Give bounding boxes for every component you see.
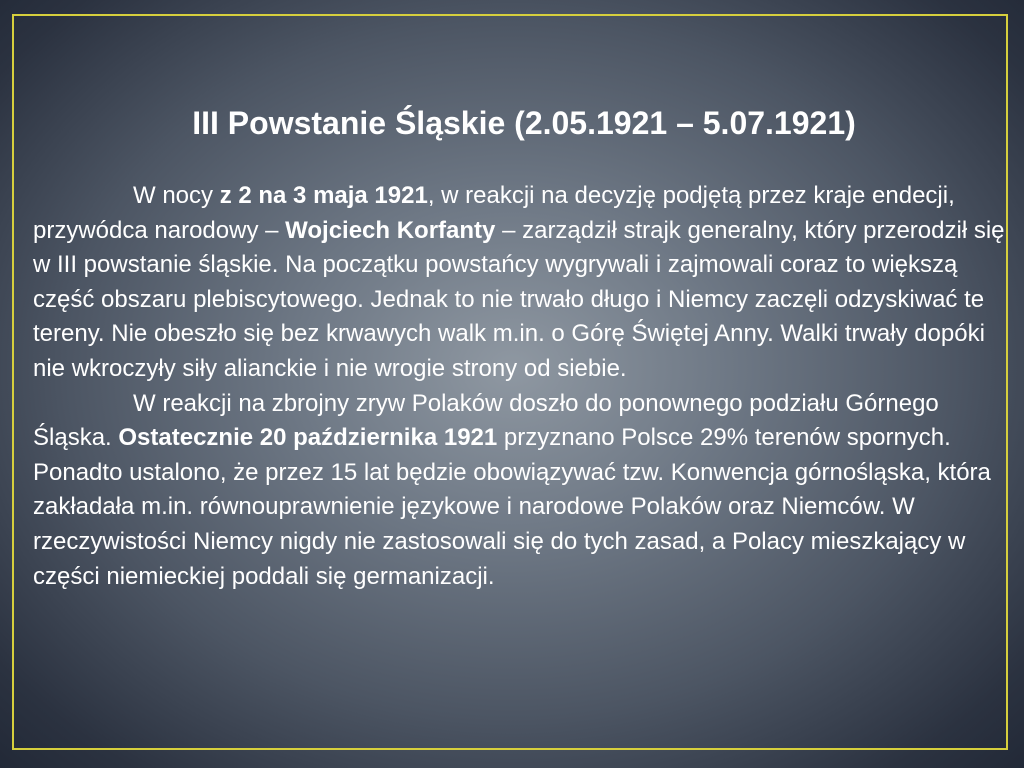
- paragraph-2-text-1: W reakcji na zbrojny zryw Polaków doszło do ponownego podziału Górnego Śląska.: [33, 389, 939, 452]
- slide-title: III Powstanie Śląskie (2.05.1921 – 5.07.1921): [192, 105, 856, 141]
- slide-body: [33, 179, 1018, 594]
- paragraph-1-text-3: – zarządził strajk generalny, który przerodził się w III powstanie śląskie. Na początku powstańcy wygrywali i zajmowali coraz to większą część obszaru plebiscytowego. Jednak to nie trwało długo i Niemcy zaczęli odzyskiwać te tereny. Nie obeszło się bez krwawych walk m.in. o Górę Świętej Anny. Walki trwały dopóki nie wkroczyły siły alianckie i nie wrogie strony od siebie.: [33, 216, 1005, 382]
- paragraph-2-bold-date: Ostatecznie 20 października 1921: [118, 424, 498, 452]
- paragraph-2: [33, 387, 1018, 595]
- paragraph-1: [33, 179, 1018, 387]
- paragraph-1-bold-date: z 2 na 3 maja 1921: [219, 182, 428, 209]
- paragraph-1-text-2: , w reakcji na decyzję podjętą przez kraje endecji, przywódca narodowy –: [33, 182, 955, 244]
- paragraph-1-text-1: W nocy: [133, 182, 220, 209]
- paragraph-2-text-2: przyznano Polsce 29% terenów spornych. Ponadto ustalono, że przez 15 lat będzie obowiązywać tzw. Konwencja górnośląska, która zakładała m.in. równouprawnienie językowe i narodowe Polaków oraz Niemców. W rzeczywistości Niemcy nigdy nie zastosowali się do tych zasad, a Polacy mieszkający w części niemieckiej poddali się germanizacji.: [33, 424, 991, 590]
- paragraph-1-bold-name: Wojciech Korfanty: [285, 216, 496, 244]
